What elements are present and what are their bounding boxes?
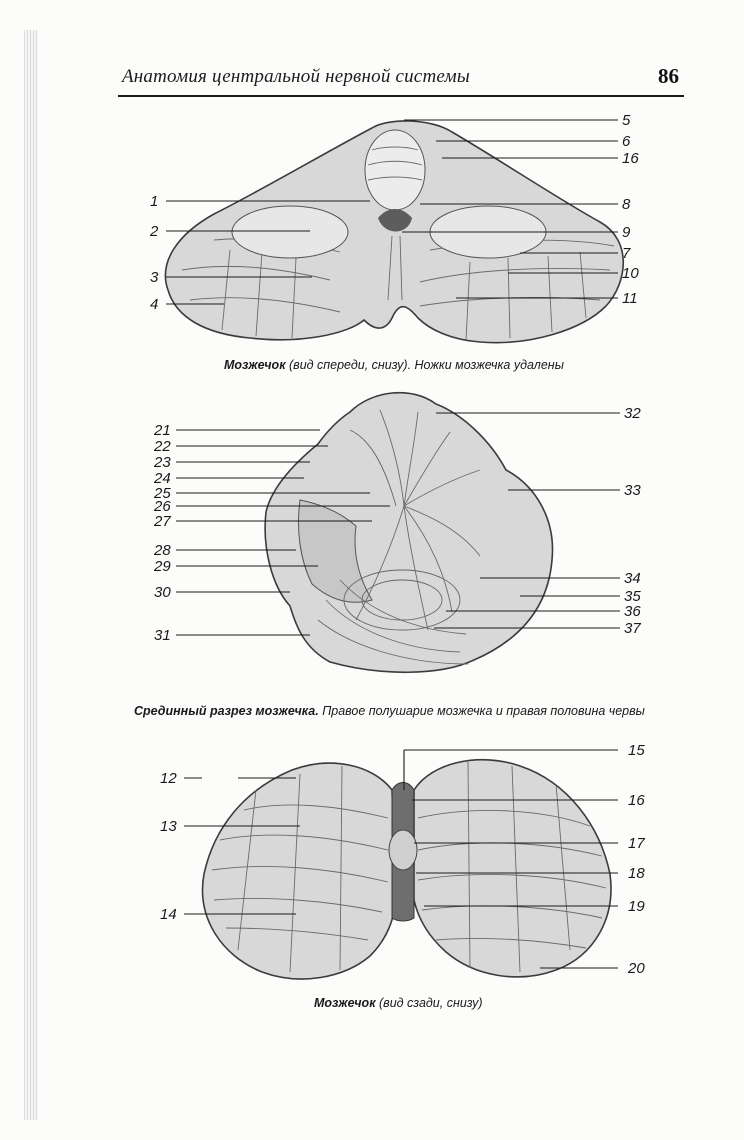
label-34: 34 [624, 570, 641, 587]
page-number: 86 [658, 64, 679, 88]
label-13: 13 [160, 818, 177, 835]
figure-2-caption-rest: Правое полушарие мозжечка и правая половина червы [318, 704, 645, 718]
figure-2-caption-bold: Срединный разрез мозжечка. [134, 704, 319, 718]
figure-cerebellum-section [265, 393, 552, 673]
label-9: 9 [622, 224, 631, 241]
figure-3-caption-bold: Мозжечок [314, 996, 376, 1010]
label-1: 1 [150, 193, 159, 210]
label-3: 3 [150, 269, 159, 286]
label-14: 14 [160, 906, 177, 923]
figure-3-caption-rest: (вид сзади, снизу) [375, 996, 483, 1010]
label-30: 30 [154, 584, 171, 601]
label-26: 26 [154, 498, 171, 515]
label-31: 31 [154, 627, 171, 644]
label-10: 10 [622, 265, 639, 282]
label-17: 17 [628, 835, 645, 852]
label-6: 6 [622, 133, 631, 150]
label-11: 11 [622, 290, 638, 307]
label-18: 18 [628, 865, 645, 882]
label-15: 15 [628, 742, 645, 759]
label-24: 24 [154, 470, 171, 487]
label-29: 29 [154, 558, 171, 575]
label-25: 25 [154, 485, 171, 502]
label-28: 28 [154, 542, 171, 559]
label-36: 36 [624, 603, 641, 620]
label-16-top: 16 [622, 150, 639, 167]
label-19: 19 [628, 898, 645, 915]
label-23: 23 [154, 454, 171, 471]
label-27: 27 [154, 513, 171, 530]
figure-1-caption [224, 358, 564, 372]
label-33: 33 [624, 482, 641, 499]
label-21: 21 [154, 422, 171, 439]
label-5: 5 [622, 112, 631, 129]
label-8: 8 [622, 196, 631, 213]
label-4: 4 [150, 296, 159, 313]
label-7: 7 [622, 245, 631, 262]
figure-1-caption-rest: (вид спереди, снизу). Ножки мозжечка удалены [285, 358, 564, 372]
label-22: 22 [154, 438, 171, 455]
label-37: 37 [624, 620, 641, 637]
figure-2-caption [134, 704, 645, 718]
label-32: 32 [624, 405, 641, 422]
page-header-title: Анатомия центральной нервной системы [122, 66, 470, 87]
label-12: 12 [160, 770, 177, 787]
figure-1-caption-bold: Мозжечок [224, 358, 286, 372]
label-16-bottom: 16 [628, 792, 645, 809]
label-2: 2 [150, 223, 159, 240]
label-20: 20 [628, 960, 645, 977]
figure-cerebellum-back [203, 760, 611, 979]
figure-3-caption [314, 996, 483, 1010]
label-35: 35 [624, 588, 641, 605]
